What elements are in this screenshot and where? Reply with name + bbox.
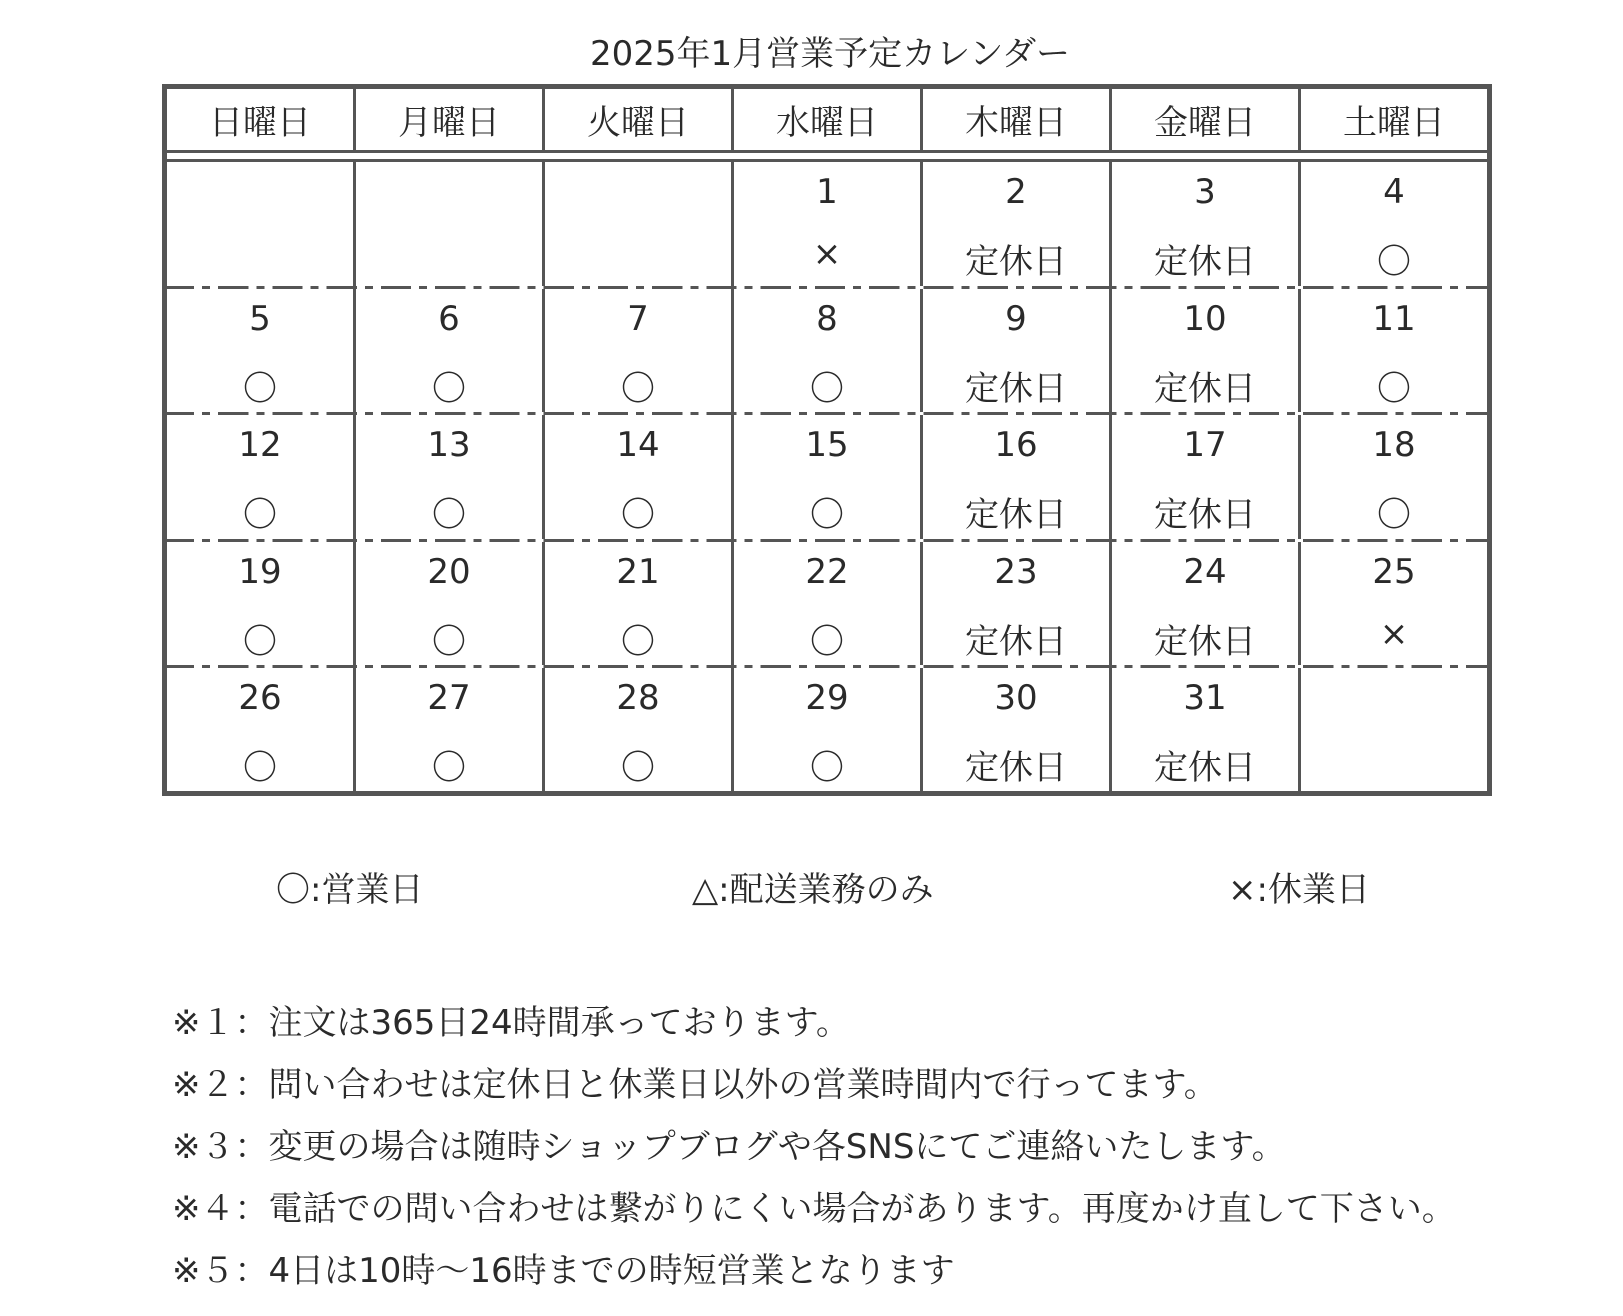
day-number: 27 [427, 678, 471, 718]
day-number: 5 [249, 298, 271, 339]
day-number: 17 [1183, 425, 1227, 465]
day-cell [356, 542, 545, 666]
day-number: 22 [805, 551, 849, 592]
weekday-thursday: 木曜日 [923, 89, 1112, 150]
calendar-table [162, 84, 1492, 796]
note-4: ※４：電話での問い合わせは繋がりにくい場合があります。再度かけ直して下さい。 [172, 1189, 1456, 1229]
note-2: ※２：問い合わせは定休日と休業日以外の営業時間内で行ってます。 [172, 1065, 1218, 1105]
week-row-2 [167, 289, 1487, 416]
day-cell [1301, 415, 1487, 539]
day-number: 2 [1005, 172, 1027, 212]
day-cell [1301, 289, 1487, 413]
day-number: 19 [238, 551, 282, 592]
day-cell [545, 415, 734, 539]
day-status: 〇 [1377, 242, 1411, 282]
day-cell [356, 162, 545, 286]
day-status: 〇 [243, 495, 277, 535]
day-cell [545, 668, 734, 795]
day-cell [1112, 415, 1301, 539]
week-row-5 [167, 668, 1487, 795]
day-status: 〇 [432, 495, 466, 535]
weekday-tuesday: 火曜日 [545, 89, 734, 150]
day-status: 定休日 [1154, 748, 1256, 788]
day-cell [923, 542, 1112, 666]
day-cell [734, 668, 923, 795]
weekday-monday: 月曜日 [356, 89, 545, 150]
day-cell [1112, 162, 1301, 286]
day-status: 定休日 [1154, 495, 1256, 535]
day-number: 24 [1183, 551, 1227, 592]
calendar-body [167, 159, 1487, 791]
week-row-4 [167, 542, 1487, 669]
day-number: 11 [1372, 298, 1416, 339]
day-number: 20 [427, 551, 471, 592]
note-3: ※３：変更の場合は随時ショップブログや各SNSにてご連絡いたします。 [172, 1127, 1286, 1167]
day-status: 〇 [432, 621, 466, 662]
day-number: 3 [1194, 172, 1216, 212]
day-status: 〇 [810, 621, 844, 662]
notes-list [172, 992, 1456, 1302]
day-status: 〇 [432, 748, 466, 788]
day-status: 〇 [243, 748, 277, 788]
day-status: 定休日 [965, 368, 1067, 409]
day-cell [167, 289, 356, 413]
calendar-title: 2025年1月営業予定カレンダー [590, 34, 1070, 74]
weekday-sunday: 日曜日 [167, 89, 356, 150]
note-1: ※１：注文は365日24時間承っております。 [172, 1003, 850, 1043]
day-status: × [812, 234, 842, 274]
day-number: 15 [805, 425, 849, 465]
day-cell [734, 162, 923, 286]
day-number: 18 [1372, 425, 1416, 465]
day-number: 25 [1372, 551, 1416, 592]
day-number: 9 [1005, 298, 1027, 339]
day-status: 定休日 [1154, 368, 1256, 409]
day-cell [1301, 668, 1487, 795]
day-status: 定休日 [965, 495, 1067, 535]
day-cell [1112, 542, 1301, 666]
day-number: 7 [627, 298, 649, 339]
day-number: 1 [816, 172, 838, 212]
day-status: 〇 [621, 748, 655, 788]
day-cell [167, 668, 356, 795]
week-row-3 [167, 415, 1487, 542]
weekday-wednesday: 水曜日 [734, 89, 923, 150]
day-status: 〇 [243, 368, 277, 409]
legend-closed: ×:休業日 [1228, 870, 1370, 910]
day-status: 〇 [432, 368, 466, 409]
week-row-1 [167, 162, 1487, 289]
day-number: 28 [616, 678, 660, 718]
day-number: 8 [816, 298, 838, 339]
day-number: 12 [238, 425, 282, 465]
day-status: 定休日 [965, 748, 1067, 788]
day-number: 23 [994, 551, 1038, 592]
day-cell [923, 289, 1112, 413]
legend-open: 〇:営業日 [276, 870, 424, 910]
day-status: 〇 [810, 748, 844, 788]
day-number: 4 [1383, 172, 1405, 212]
day-cell [923, 668, 1112, 795]
day-status: 〇 [621, 495, 655, 535]
day-cell [734, 289, 923, 413]
day-status: 〇 [810, 368, 844, 409]
day-cell [1112, 668, 1301, 795]
day-cell [734, 415, 923, 539]
day-status: 定休日 [1154, 242, 1256, 282]
day-cell [1301, 162, 1487, 286]
day-number: 16 [994, 425, 1038, 465]
day-cell [167, 542, 356, 666]
weekday-saturday: 土曜日 [1343, 103, 1445, 143]
day-status: 〇 [1377, 368, 1411, 409]
day-cell [734, 542, 923, 666]
day-status: 定休日 [965, 621, 1067, 662]
day-status: 〇 [810, 495, 844, 535]
day-number: 10 [1183, 298, 1227, 339]
day-cell [923, 162, 1112, 286]
day-status: 〇 [621, 621, 655, 662]
day-cell [167, 162, 356, 286]
day-cell [1301, 542, 1487, 666]
day-cell [923, 415, 1112, 539]
day-number: 26 [238, 678, 282, 718]
day-number: 21 [616, 551, 660, 592]
day-number: 6 [438, 298, 460, 339]
day-number: 13 [427, 425, 471, 465]
day-number: 31 [1183, 678, 1227, 718]
day-number: 14 [616, 425, 660, 465]
day-status: 〇 [243, 621, 277, 662]
day-status: 定休日 [1154, 621, 1256, 662]
day-number: 29 [805, 678, 849, 718]
day-cell [167, 415, 356, 539]
legend-shipping-only: △:配送業務のみ [692, 870, 934, 910]
day-status: 定休日 [965, 242, 1067, 282]
day-cell [545, 542, 734, 666]
day-cell [356, 668, 545, 795]
day-status: × [1379, 613, 1409, 654]
day-cell [1112, 289, 1301, 413]
note-5: ※５：4日は10時～16時までの時短営業となります [172, 1251, 955, 1291]
weekday-friday: 金曜日 [1112, 89, 1301, 150]
day-cell [356, 415, 545, 539]
day-cell [545, 162, 734, 286]
day-cell [545, 289, 734, 413]
day-status: 〇 [621, 368, 655, 409]
weekday-header-row [167, 89, 1487, 153]
day-number: 30 [994, 678, 1038, 718]
day-cell [356, 289, 545, 413]
day-status: 〇 [1377, 495, 1411, 535]
